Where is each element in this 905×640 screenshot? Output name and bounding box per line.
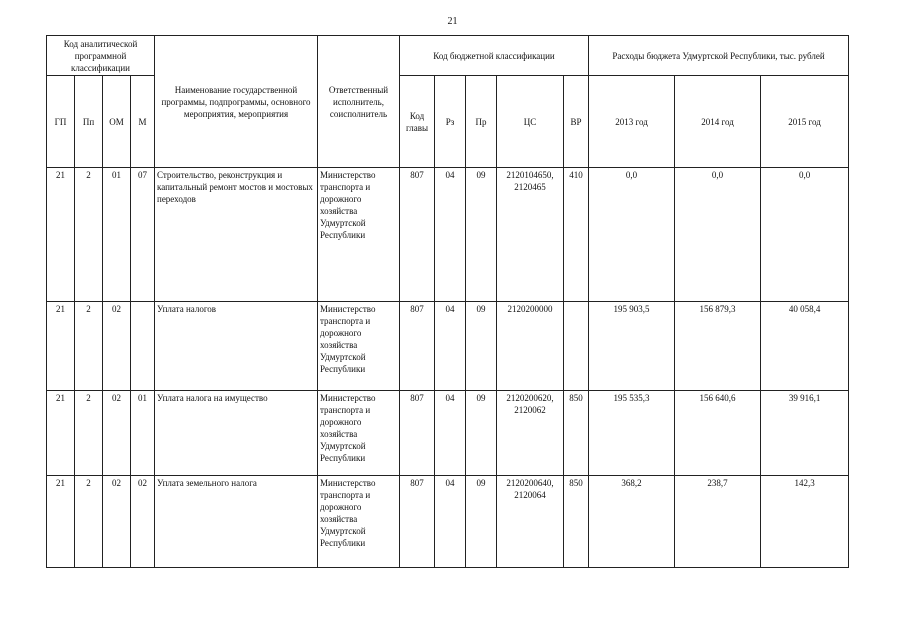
table-row — [47, 391, 849, 476]
page-number: 21 — [447, 16, 458, 27]
kod-cell: 807 — [400, 476, 435, 568]
pp-header: Пп — [75, 76, 103, 168]
name-header: Наименование государственной программы, подпрограммы, основного мероприятия, мероприятия — [155, 36, 318, 168]
year-2015-header: 2015 год — [761, 76, 849, 168]
value-2013-cell: 195 535,3 — [589, 391, 675, 476]
rz-cell: 04 — [435, 391, 466, 476]
value-2015-cell: 40 058,4 — [761, 302, 849, 391]
cs-cell: 2120104650, 2120465 — [497, 168, 564, 302]
table-row — [47, 168, 849, 302]
m-header: М — [131, 76, 155, 168]
responsible-cell: Министерство транспорта и дорожного хозяйства Удмуртской Республики — [318, 476, 400, 568]
om-cell: 01 — [103, 168, 131, 302]
pp-cell: 2 — [75, 391, 103, 476]
value-2014-cell: 238,7 — [675, 476, 761, 568]
kod-cell: 807 — [400, 302, 435, 391]
gp-cell: 21 — [47, 302, 75, 391]
cs-cell: 2120200640, 2120064 — [497, 476, 564, 568]
pr-cell: 09 — [466, 476, 497, 568]
table-row — [47, 302, 849, 391]
m-cell: 01 — [131, 391, 155, 476]
vr-header: ВР — [564, 76, 589, 168]
pr-cell: 09 — [466, 302, 497, 391]
value-2015-cell: 39 916,1 — [761, 391, 849, 476]
kod-glavy-header: Код главы — [400, 76, 435, 168]
value-2013-cell: 368,2 — [589, 476, 675, 568]
table-row — [47, 476, 849, 568]
analytic-code-header: Код аналитической программной классификации — [47, 36, 155, 76]
header-row-1 — [47, 36, 849, 76]
cs-header: ЦС — [497, 76, 564, 168]
rz-header: Рз — [435, 76, 466, 168]
gp-header: ГП — [47, 76, 75, 168]
vr-cell: 410 — [564, 168, 589, 302]
om-cell: 02 — [103, 391, 131, 476]
rz-cell: 04 — [435, 302, 466, 391]
pp-cell: 2 — [75, 476, 103, 568]
pp-cell: 2 — [75, 168, 103, 302]
gp-cell: 21 — [47, 476, 75, 568]
responsible-header: Ответственный исполнитель, соисполнитель — [318, 36, 400, 168]
name-cell: Уплата земельного налога — [155, 476, 318, 568]
value-2014-cell: 0,0 — [675, 168, 761, 302]
name-cell: Уплата налога на имущество — [155, 391, 318, 476]
rz-cell: 04 — [435, 476, 466, 568]
value-2014-cell: 156 879,3 — [675, 302, 761, 391]
gp-cell: 21 — [47, 391, 75, 476]
value-2013-cell: 195 903,5 — [589, 302, 675, 391]
year-2013-header: 2013 год — [589, 76, 675, 168]
cs-cell: 2120200000 — [497, 302, 564, 391]
responsible-cell: Министерство транспорта и дорожного хозяйства Удмуртской Республики — [318, 391, 400, 476]
vr-cell — [564, 302, 589, 391]
name-cell: Уплата налогов — [155, 302, 318, 391]
pr-cell: 09 — [466, 391, 497, 476]
m-cell — [131, 302, 155, 391]
om-cell: 02 — [103, 476, 131, 568]
pr-cell: 09 — [466, 168, 497, 302]
gp-cell: 21 — [47, 168, 75, 302]
pr-header: Пр — [466, 76, 497, 168]
rz-cell: 04 — [435, 168, 466, 302]
om-header: ОМ — [103, 76, 131, 168]
m-cell: 02 — [131, 476, 155, 568]
value-2013-cell: 0,0 — [589, 168, 675, 302]
value-2015-cell: 142,3 — [761, 476, 849, 568]
kod-cell: 807 — [400, 391, 435, 476]
budget-table — [46, 35, 849, 568]
pp-cell: 2 — [75, 302, 103, 391]
m-cell: 07 — [131, 168, 155, 302]
year-2014-header: 2014 год — [675, 76, 761, 168]
om-cell: 02 — [103, 302, 131, 391]
budget-code-header: Код бюджетной классификации — [400, 36, 589, 76]
cs-cell: 2120200620, 2120062 — [497, 391, 564, 476]
responsible-cell: Министерство транспорта и дорожного хозяйства Удмуртской Республики — [318, 302, 400, 391]
value-2015-cell: 0,0 — [761, 168, 849, 302]
kod-cell: 807 — [400, 168, 435, 302]
expenses-header: Расходы бюджета Удмуртской Республики, тыс. рублей — [589, 36, 849, 76]
responsible-cell: Министерство транспорта и дорожного хозяйства Удмуртской Республики — [318, 168, 400, 302]
name-cell: Строительство, реконструкция и капитальный ремонт мостов и мостовых переходов — [155, 168, 318, 302]
value-2014-cell: 156 640,6 — [675, 391, 761, 476]
vr-cell: 850 — [564, 476, 589, 568]
vr-cell: 850 — [564, 391, 589, 476]
